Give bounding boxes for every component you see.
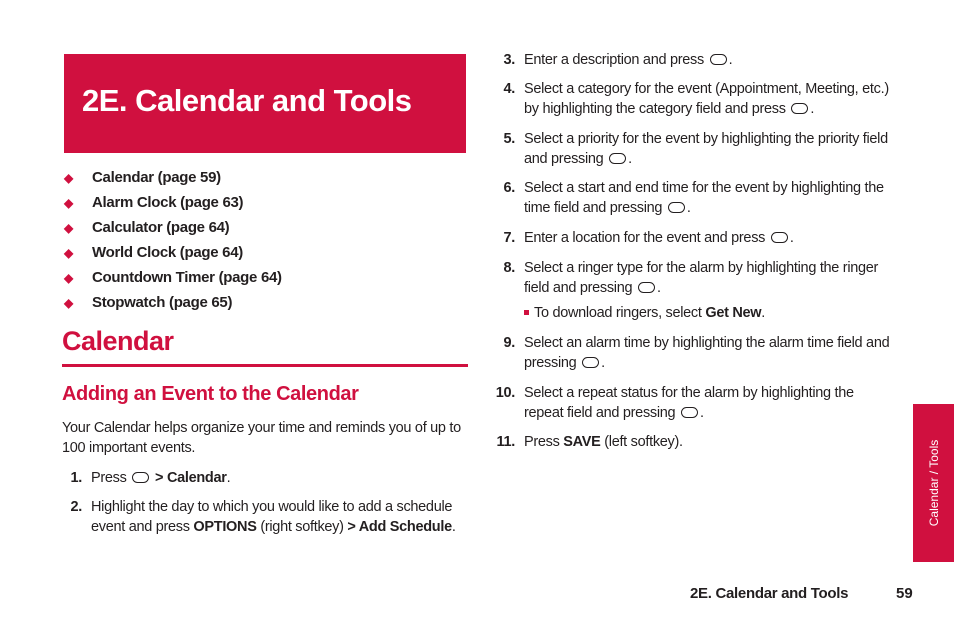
step-number: 7. <box>503 230 515 246</box>
step-number: 5. <box>503 131 515 147</box>
toc-list <box>64 165 282 315</box>
step-text: Select a priority for the event by highlighting the priority field and pressing . <box>524 131 888 167</box>
step-text: Select a ringer type for the alarm by highlighting the ringer field and pressing . <box>524 260 879 296</box>
step-number: 9. <box>503 335 515 351</box>
toc-item[interactable]: ◆ World Clock (page 64) <box>64 244 243 261</box>
toc-item[interactable]: ◆ Countdown Timer (page 64) <box>64 269 282 286</box>
ok-key-icon <box>668 202 685 213</box>
diamond-bullet-icon: ◆ <box>64 295 73 310</box>
step-text: Press SAVE (left softkey). <box>524 434 683 450</box>
diamond-bullet-icon: ◆ <box>64 270 73 285</box>
step-number: 2. <box>70 499 82 515</box>
step-item <box>485 258 905 298</box>
ok-key-icon <box>582 357 599 368</box>
step-number: 3. <box>503 52 515 68</box>
section-title: Calendar <box>62 326 174 356</box>
toc-item[interactable]: ◆ Alarm Clock (page 63) <box>64 194 244 211</box>
step-item <box>485 228 905 248</box>
step-item <box>485 79 905 119</box>
step-text: Enter a description and press . <box>524 52 733 68</box>
step-text: Highlight the day to which you would like to add a schedule event and press OPTIONS (right softkey) > Add Schedule. <box>91 499 456 535</box>
side-tab[interactable] <box>913 404 954 562</box>
page-number: 59 <box>896 585 913 602</box>
diamond-bullet-icon: ◆ <box>64 195 73 210</box>
subsection-title: Adding an Event to the Calendar <box>62 383 359 405</box>
step-text: Select a repeat status for the alarm by highlighting the repeat field and pressing . <box>524 385 854 421</box>
step-number: 11. <box>496 434 515 450</box>
step-item <box>485 383 905 423</box>
note-item: To download ringers, select Get New. <box>524 303 765 323</box>
chapter-title: 2E. Calendar and Tools <box>82 83 412 118</box>
ok-key-icon <box>791 103 808 114</box>
step-text: Select an alarm time by highlighting the alarm time field and pressing . <box>524 335 890 371</box>
step-text: Select a start and end time for the event by highlighting the time field and pressing . <box>524 180 884 216</box>
side-tab-label: Calendar / Tools <box>926 439 941 527</box>
step-item <box>52 468 472 488</box>
step-item <box>52 497 472 557</box>
diamond-bullet-icon: ◆ <box>64 245 73 260</box>
toc-item[interactable]: ◆ Calendar (page 59) <box>64 169 221 186</box>
intro-paragraph: Your Calendar helps organize your time and reminds you of up to 100 important events. <box>62 420 461 456</box>
chapter-banner <box>64 54 466 153</box>
step-item <box>485 432 905 452</box>
ok-key-icon <box>710 54 727 65</box>
step-text: Press > Calendar. <box>91 470 231 486</box>
step-number: 6. <box>503 180 515 196</box>
ok-key-icon <box>681 407 698 418</box>
step-text: Select a category for the event (Appointment, Meeting, etc.) by highlighting the category field and press . <box>524 81 889 117</box>
section-rule <box>62 364 468 367</box>
step-number: 8. <box>503 260 515 276</box>
step-item <box>485 333 905 373</box>
diamond-bullet-icon: ◆ <box>64 170 73 185</box>
ok-key-icon <box>638 282 655 293</box>
diamond-bullet-icon: ◆ <box>64 220 73 235</box>
step-number: 10. <box>495 385 515 401</box>
toc-item[interactable]: ◆ Stopwatch (page 65) <box>64 294 233 311</box>
step-number: 4. <box>503 81 515 97</box>
step-item <box>485 129 905 169</box>
footer-title: 2E. Calendar and Tools <box>690 585 849 602</box>
ok-key-icon <box>609 153 626 164</box>
ok-key-icon <box>132 472 149 483</box>
toc-item[interactable]: ◆ Calculator (page 64) <box>64 219 230 236</box>
step-text: Enter a location for the event and press . <box>524 230 794 246</box>
ok-key-icon <box>771 232 788 243</box>
step-item <box>485 50 905 70</box>
step-number: 1. <box>70 470 82 486</box>
square-bullet-icon <box>524 310 529 315</box>
step-item <box>485 178 905 218</box>
